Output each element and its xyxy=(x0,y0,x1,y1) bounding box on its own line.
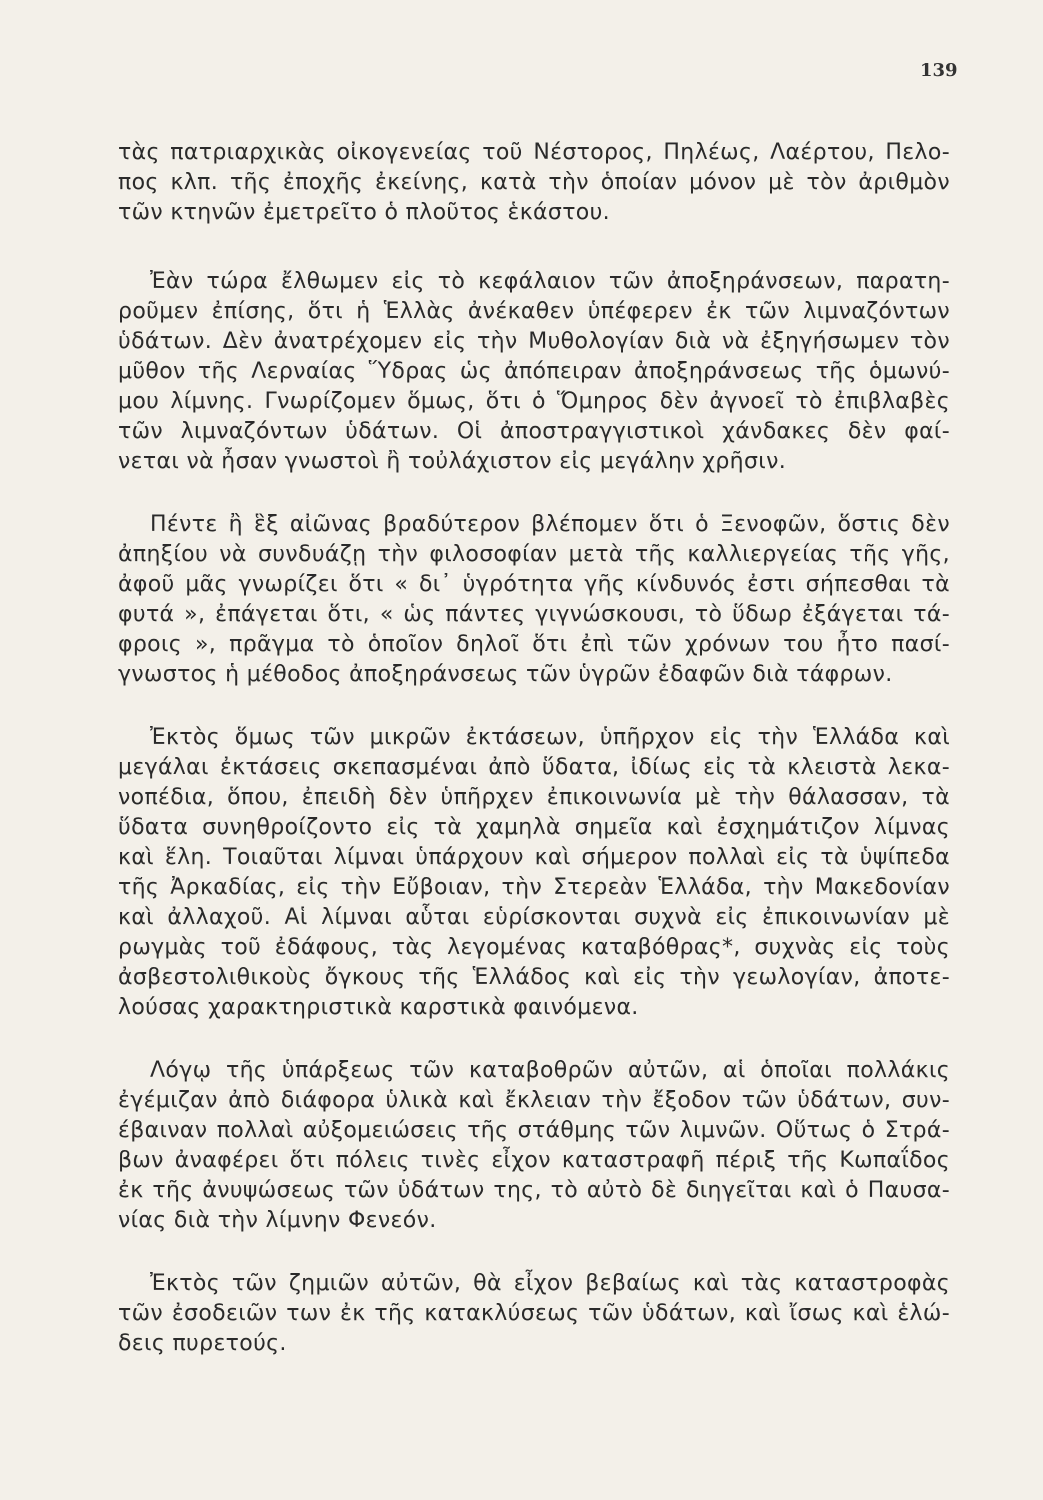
text-line: ἀφοῦ μᾶς γνωρίζει ὅτι « δι᾽ ὑγρότητα γῆς κίνδυνός ἐστι σήπεσθαι τὰ xyxy=(118,572,950,597)
text-line: νεται νὰ ἦσαν γνωστοὶ ἢ τοὐλάχιστον εἰς μεγάλην χρῆσιν. xyxy=(118,449,787,474)
text-line: Ἐκτὸς τῶν ζημιῶν αὐτῶν, θὰ εἶχον βεβαίως καὶ τὰς καταστροφὰς xyxy=(150,1271,950,1296)
text-line: φροις », πρᾶγμα τὸ ὁποῖον δηλοῖ ὅτι ἐπὶ τῶν χρόνων του ἦτο πασί- xyxy=(118,632,950,657)
text-line: ἐγέμιζαν ἀπὸ διάφορα ὑλικὰ καὶ ἔκλειαν τὴν ἔξοδον τῶν ὑδάτων, συν- xyxy=(118,1088,950,1113)
text-line: ἀσβεστολιθικοὺς ὄγκους τῆς Ἑλλάδος καὶ εἰς τὴν γεωλογίαν, ἀποτε- xyxy=(118,965,950,990)
text-line: ἐκ τῆς ἀνυψώσεως τῶν ὑδάτων της, τὸ αὐτὸ δὲ διηγεῖται καὶ ὁ Παυσα- xyxy=(118,1178,950,1203)
text-line: Λόγῳ τῆς ὑπάρξεως τῶν καταβοθρῶν αὐτῶν, αἱ ὁποῖαι πολλάκις xyxy=(150,1058,950,1083)
text-line: ὑδάτων. Δὲν ἀνατρέχομεν εἰς τὴν Μυθολογίαν διὰ νὰ ἐξηγήσωμεν τὸν xyxy=(118,329,950,354)
text-line: γνωστος ἡ μέθοδος ἀποξηράνσεως τῶν ὑγρῶν ἐδαφῶν διὰ τάφρων. xyxy=(118,662,893,687)
text-line: έβαιναν πολλαὶ αὐξομειώσεις τῆς στάθμης τῶν λιμνῶν. Οὕτως ὁ Στρά- xyxy=(118,1118,950,1143)
text-line: Ἐκτὸς ὅμως τῶν μικρῶν ἐκτάσεων, ὑπῆρχον εἰς τὴν Ἑλλάδα καὶ xyxy=(150,725,950,750)
text-line: ἀπηξίου νὰ συνδυάζῃ τὴν φιλοσοφίαν μετὰ τῆς καλλιεργείας τῆς γῆς, xyxy=(118,542,950,567)
text-line: τῆς Ἀρκαδίας, εἰς τὴν Εὔβοιαν, τὴν Στερεὰν Ἑλλάδα, τὴν Μακεδονίαν xyxy=(118,875,950,900)
text-line: μου λίμνης. Γνωρίζομεν ὅμως, ὅτι ὁ Ὅμηρος δὲν ἀγνοεῖ τὸ ἐπιβλαβὲς xyxy=(118,389,950,414)
text-line: τῶν λιμναζόντων ὑδάτων. Οἱ ἀποστραγγιστικοὶ χάνδακες δὲν φαί- xyxy=(118,419,950,444)
text-line: καὶ ἕλη. Τοιαῦται λίμναι ὑπάρχουν καὶ σήμερον πολλαὶ εἰς τὰ ὑψίπεδα xyxy=(118,845,950,870)
text-line: ρωγμὰς τοῦ ἐδάφους, τὰς λεγομένας καταβόθρας*, συχνὰς εἰς τοὺς xyxy=(118,935,950,960)
text-line: νίας διὰ τὴν λίμνην Φενεόν. xyxy=(118,1208,437,1233)
text-line: πος κλπ. τῆς ἐποχῆς ἐκείνης, κατὰ τὴν ὁποίαν μόνον μὲ τὸν ἀριθμὸν xyxy=(118,170,950,195)
text-line: καὶ ἀλλαχοῦ. Αἱ λίμναι αὗται εὑρίσκονται συχνὰ εἰς ἐπικοινωνίαν μὲ xyxy=(118,905,950,930)
text-line: τὰς πατριαρχικὰς οἰκογενείας τοῦ Νέστορος, Πηλέως, Λαέρτου, Πελο- xyxy=(118,140,950,165)
text-line: λούσας χαρακτηριστικὰ καρστικὰ φαινόμενα. xyxy=(118,995,639,1020)
text-line: δεις πυρετούς. xyxy=(118,1331,287,1356)
text-line: φυτά », ἐπάγεται ὅτι, « ὡς πάντες γιγνώσκουσι, τὸ ὕδωρ ἐξάγεται τά- xyxy=(118,602,950,627)
text-line: ὕδατα συνηθροίζοντο εἰς τὰ χαμηλὰ σημεῖα καὶ ἐσχημάτιζον λίμνας xyxy=(118,815,950,840)
text-line: νοπέδια, ὅπου, ἐπειδὴ δὲν ὑπῆρχεν ἐπικοινωνία μὲ τὴν θάλασσαν, τὰ xyxy=(118,785,950,810)
text-line: βων ἀναφέρει ὅτι πόλεις τινὲς εἶχον καταστραφῆ πέριξ τῆς Κωπαΐδος xyxy=(118,1148,950,1173)
page-number: 139 xyxy=(920,60,958,81)
text-line: μεγάλαι ἐκτάσεις σκεπασμέναι ἀπὸ ὕδατα, ἰδίως εἰς τὰ κλειστὰ λεκα- xyxy=(118,755,950,780)
text-line: Ἐὰν τώρα ἔλθωμεν εἰς τὸ κεφάλαιον τῶν ἀποξηράνσεων, παρατη- xyxy=(150,269,950,294)
text-line: Πέντε ἢ ἓξ αἰῶνας βραδύτερον βλέπομεν ὅτι ὁ Ξενοφῶν, ὅστις δὲν xyxy=(150,512,950,537)
text-line: ροῦμεν ἐπίσης, ὅτι ἡ Ἑλλὰς ἀνέκαθεν ὑπέφερεν ἐκ τῶν λιμναζόντων xyxy=(118,299,950,324)
text-line: μῦθον τῆς Λερναίας Ὕδρας ὡς ἀπόπειραν ἀποξηράνσεως τῆς ὁμωνύ- xyxy=(118,359,950,384)
text-line: τῶν ἐσοδειῶν των ἐκ τῆς κατακλύσεως τῶν ὑδάτων, καὶ ἴσως καὶ ἑλώ- xyxy=(118,1301,950,1326)
text-line: τῶν κτηνῶν ἐμετρεῖτο ὁ πλοῦτος ἑκάστου. xyxy=(118,200,611,225)
